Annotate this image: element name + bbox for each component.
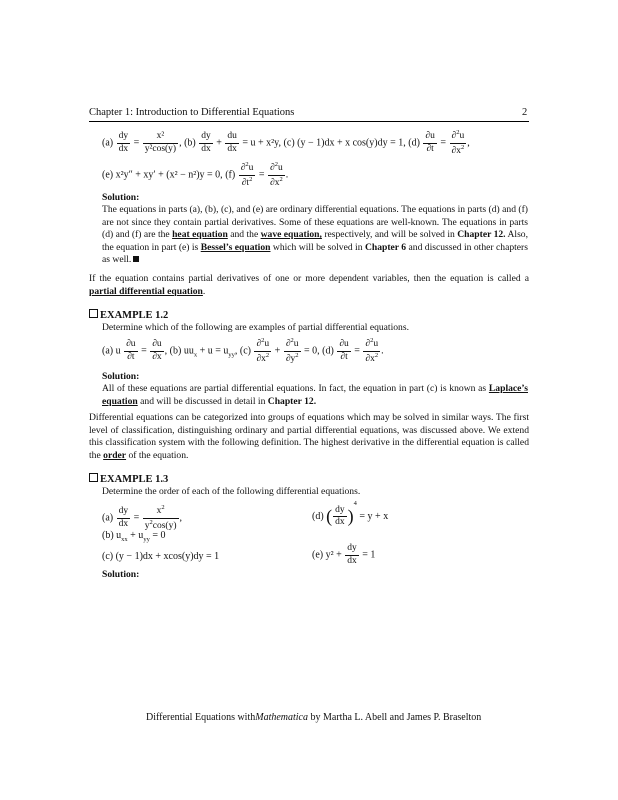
equation-line-1: (a) $\frac{dy}{dx}$ = $\frac{\text{x²}}{\text{y²cos(y)}}$ , (b) $\frac{dy}{dx}$ + $\frac{du}{dx}$ = u + x²y, (c) (y − 1)dx + x cos(y)dy = 1, (d) $\frac{\partial u}{\partial t}$ = $\frac{\partial^2u}{\partial x^2}$ , (102, 129, 470, 156)
laplace-equation-term: Laplace’s equation (102, 383, 528, 407)
example-1-3-eq-c: (c) (y − 1)dx + xcos(y)dy = 1 (102, 551, 220, 562)
eq-label-d: (d) (408, 137, 420, 149)
example-1-3-title: EXAMPLE 1.3 (89, 473, 168, 485)
equation-line-2: (e) x²y″ + xy′ + (x² − n²)y = 0, (f) $\frac{\partial^2u}{\partial t^2}$ = $\frac{\partial^2u}{\partial x^2}$ . (102, 161, 289, 188)
example-1-2-equations: (a) u $\frac{\partial u}{\partial t}$ = $\frac{\partial u}{\partial x}$ , (b) $uu_x + u = u_{yy}$, (c) $\frac{\partial^2u}{\partial x^2}$ + $\frac{\partial^2u}{\partial y^2}$ = 0, (d) $\frac{\partial u}{\partial t}$ = $\frac{\partial^2u}{\partial x^2}$ . (102, 337, 384, 364)
footer-citation: Differential Equations withMathematica by Martha L. Abell and James P. Braselton (146, 712, 482, 723)
solution-paragraph-2: All of these equations are partial differential equations. In fact, the equation in part (c) is known as Laplace’s equation and will be discussed in detail in Chapter 12. (102, 383, 528, 407)
eq-label-e: (e) (102, 169, 114, 181)
header-rule (89, 121, 529, 122)
eq-label-a: (a) (102, 137, 114, 149)
solution-paragraph-1: The equations in parts (a), (b), (c), and (e) are ordinary differential equations. The equations in parts (d) and (f) are not since they contain partial derivatives. Some of these equations are well-known. The equations in parts (d) and (f) are the heat equation and the wave equation, respectively, and will be solved in Chapter 12. Also, the equation in part (e) is Bessel’s equation which will be solved in Chapter 6 and discussed in other chapters as well. (102, 204, 528, 266)
pde-term: partial differential equation (89, 285, 203, 297)
eq-label-b: (b) (184, 137, 196, 149)
pde-definition: If the equation contains partial derivatives of one or more dependent variables, then the equation is called a partial differential equation. (89, 273, 529, 297)
eq-label-c: (c) (283, 137, 295, 149)
page-number: 2 (522, 107, 528, 118)
eq-label-f: (f) (225, 169, 236, 181)
example-1-3-eq-d: (d) ( $\frac{dy}{dx}$ )$^4$ = y + x (312, 500, 389, 528)
example-1-3-prompt: Determine the order of each of the following differential equations. (102, 486, 361, 497)
example-1-2-prompt: Determine which of the following are examples of partial differential equations. (102, 322, 409, 333)
heat-equation-term: heat equation (172, 229, 228, 241)
example-1-3-eq-a: (a) $\frac{dy}{dx}$ = $\frac{x^2}{y^2\cos(y)}$ , (102, 504, 182, 531)
solution-heading-1: Solution: (102, 192, 140, 203)
classification-paragraph: Differential equations can be categorized into groups of equations which may be solved in similar ways. The first level of classification, distinguishing ordinary and partial differential equations, was discussed above. We extend this classification system with the following definition. The highest derivative in the differential equation is called the order of the equation. (89, 412, 529, 461)
order-term: order (103, 449, 127, 461)
example-1-3-eq-b: (b) $u_{xx} + u_{yy} = 0$ (102, 530, 166, 543)
solution-heading-2: Solution: (102, 371, 140, 382)
checkbox-icon (89, 473, 98, 482)
example-1-3-eq-e: (e) y² + $\frac{dy}{dx}$ = 1 (312, 543, 376, 566)
chapter-title: Chapter 1: Introduction to Differential Equations (89, 107, 295, 118)
bessel-equation-term: Bessel’s equation (200, 241, 271, 253)
checkbox-icon (89, 309, 98, 318)
solution-heading-3: Solution: (102, 569, 140, 580)
wave-equation-term: wave equation, (260, 229, 322, 241)
example-1-2-title: EXAMPLE 1.2 (89, 309, 168, 321)
end-of-proof-icon (133, 256, 139, 262)
